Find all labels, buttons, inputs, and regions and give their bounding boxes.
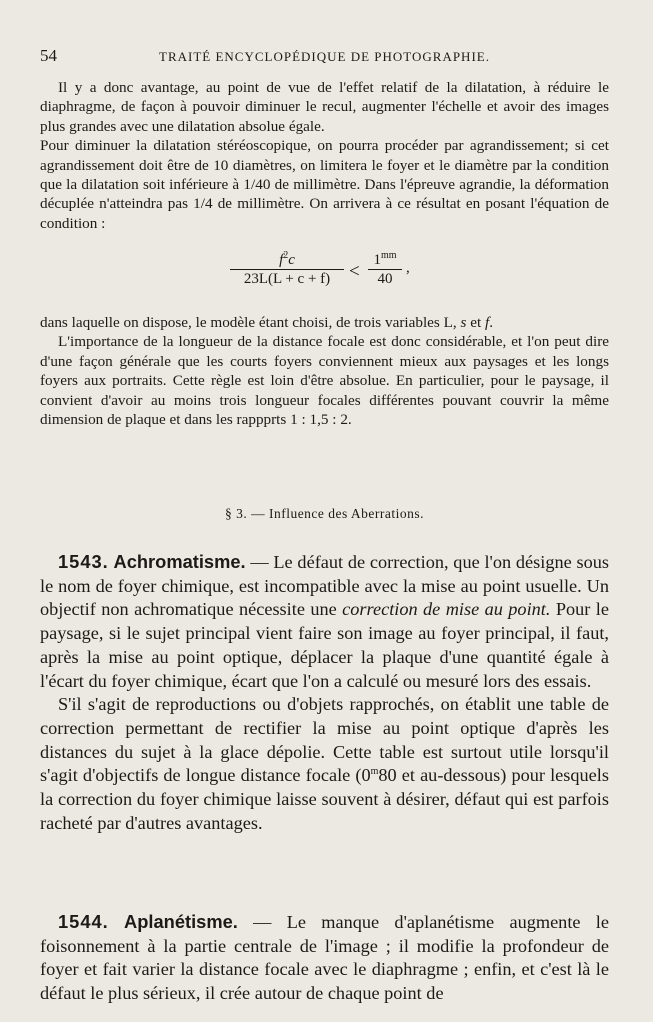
section-heading: § 3. — Influence des Aberrations. [224, 506, 425, 521]
page-header [40, 46, 609, 70]
article-number: 1543. [58, 551, 109, 572]
intro-paragraphs [40, 78, 609, 233]
running-title: TRAITÉ ENCYCLOPÉDIQUE DE PHOTOGRAPHIE. [159, 49, 490, 64]
article-number: 1544. [58, 911, 109, 932]
fraction-left-denominator: 23L(L + c + f) [243, 271, 331, 287]
paragraph-focal-length: L'importance de la longueur de la distance focale est donc considérable, et l'on peut dire d'une façon générale que les courts foyers conviennent mieux aux paysages et les longs foyers aux portraits. Cette règle est loin d'être absolue. En particulier, pour le paysage, il convient d'avoir au moins trois longueur focales différentes pouvant couvrir la même dimension de plaque et dans les rappprts 1 : 1,5 : 2. [40, 333, 609, 429]
fraction-left [230, 252, 344, 289]
condition-equation [230, 252, 420, 294]
focal-paragraphs [40, 313, 609, 429]
article-1544 [40, 910, 609, 1006]
paragraph-variables: dans laquelle on dispose, le modèle étant choisi, de trois variables L, s et f. [40, 314, 494, 331]
less-than-sign: < [349, 261, 360, 282]
fraction-right-numerator: $1^{mm}$ [368, 252, 402, 270]
article-title: Aplanétisme. [124, 911, 238, 932]
fraction-right [368, 252, 402, 289]
article-1543 [40, 550, 609, 835]
paragraph-diaphragm: Il y a donc avantage, au point de vue de l'effet relatif de la dilatation, à réduire le diaphragme, de façon à pouvoir diminuer le recul, augmenter l'échelle et avoir des images plus grandes avec une dilatation absolue égale. [40, 79, 609, 135]
page-number: 54 [40, 46, 57, 65]
equation-comma: , [406, 260, 410, 276]
fraction-left-numerator: $f^2c$ [230, 252, 344, 270]
paragraph-enlargement: Pour diminuer la dilatation stéréoscopique, on pourra procéder par agrandissement; si cet agrandissement doit être de 10 diamètres, on limitera le foyer et le diamètre par la condition que la dilatation soit inférieure à 1/40 de millimètre. Dans l'épreuve agrandie, la déformation décuplée n'atteindra pas 1/4 de millimètre. On arrivera à ce résultat en posant l'équation de condition : [40, 137, 609, 232]
article-1543-paragraph-2: S'il s'agit de reproductions ou d'objets rapprochés, on établit une table de correction permettant de rectifier la mise au point optique d'après les distances du sujet à la glace dépolie. Cette table est surtout utile lorsqu'il s'agit d'objectifs de longue distance focale (0$^m$80 et au-dessous) pour lesquels la correction du foyer chimique laisse souvent à désirer, défaut qui est parfois racheté par d'autres avantages. [40, 694, 609, 833]
article-1543-paragraph: 1543. Achromatisme. — Le défaut de correction, que l'on désigne sous le nom de foyer chimique, est incompatible avec la mise au point usuelle. Un objectif non achromatique nécessite une correction de mise au point. Pour le paysage, si le sujet principal vient faire son image au foyer principal, il faut, après la mise au point optique, déplacer la plaque d'une quantité égale à l'écart du foyer chimique, écart que l'on a calculé ou mesuré lors des essais. [40, 551, 609, 691]
article-title: Achromatisme. [113, 551, 246, 572]
fraction-right-denominator: 40 [377, 271, 393, 287]
article-1544-paragraph: 1544. Aplanétisme. — Le manque d'aplanétisme augmente le foisonnement à la partie centrale de l'image ; il modifie la profondeur de foyer et fait varier la distance focale avec le diaphragme ; enfin, et c'est là le défaut le plus sérieux, il crée autour de chaque point de [40, 911, 609, 1004]
